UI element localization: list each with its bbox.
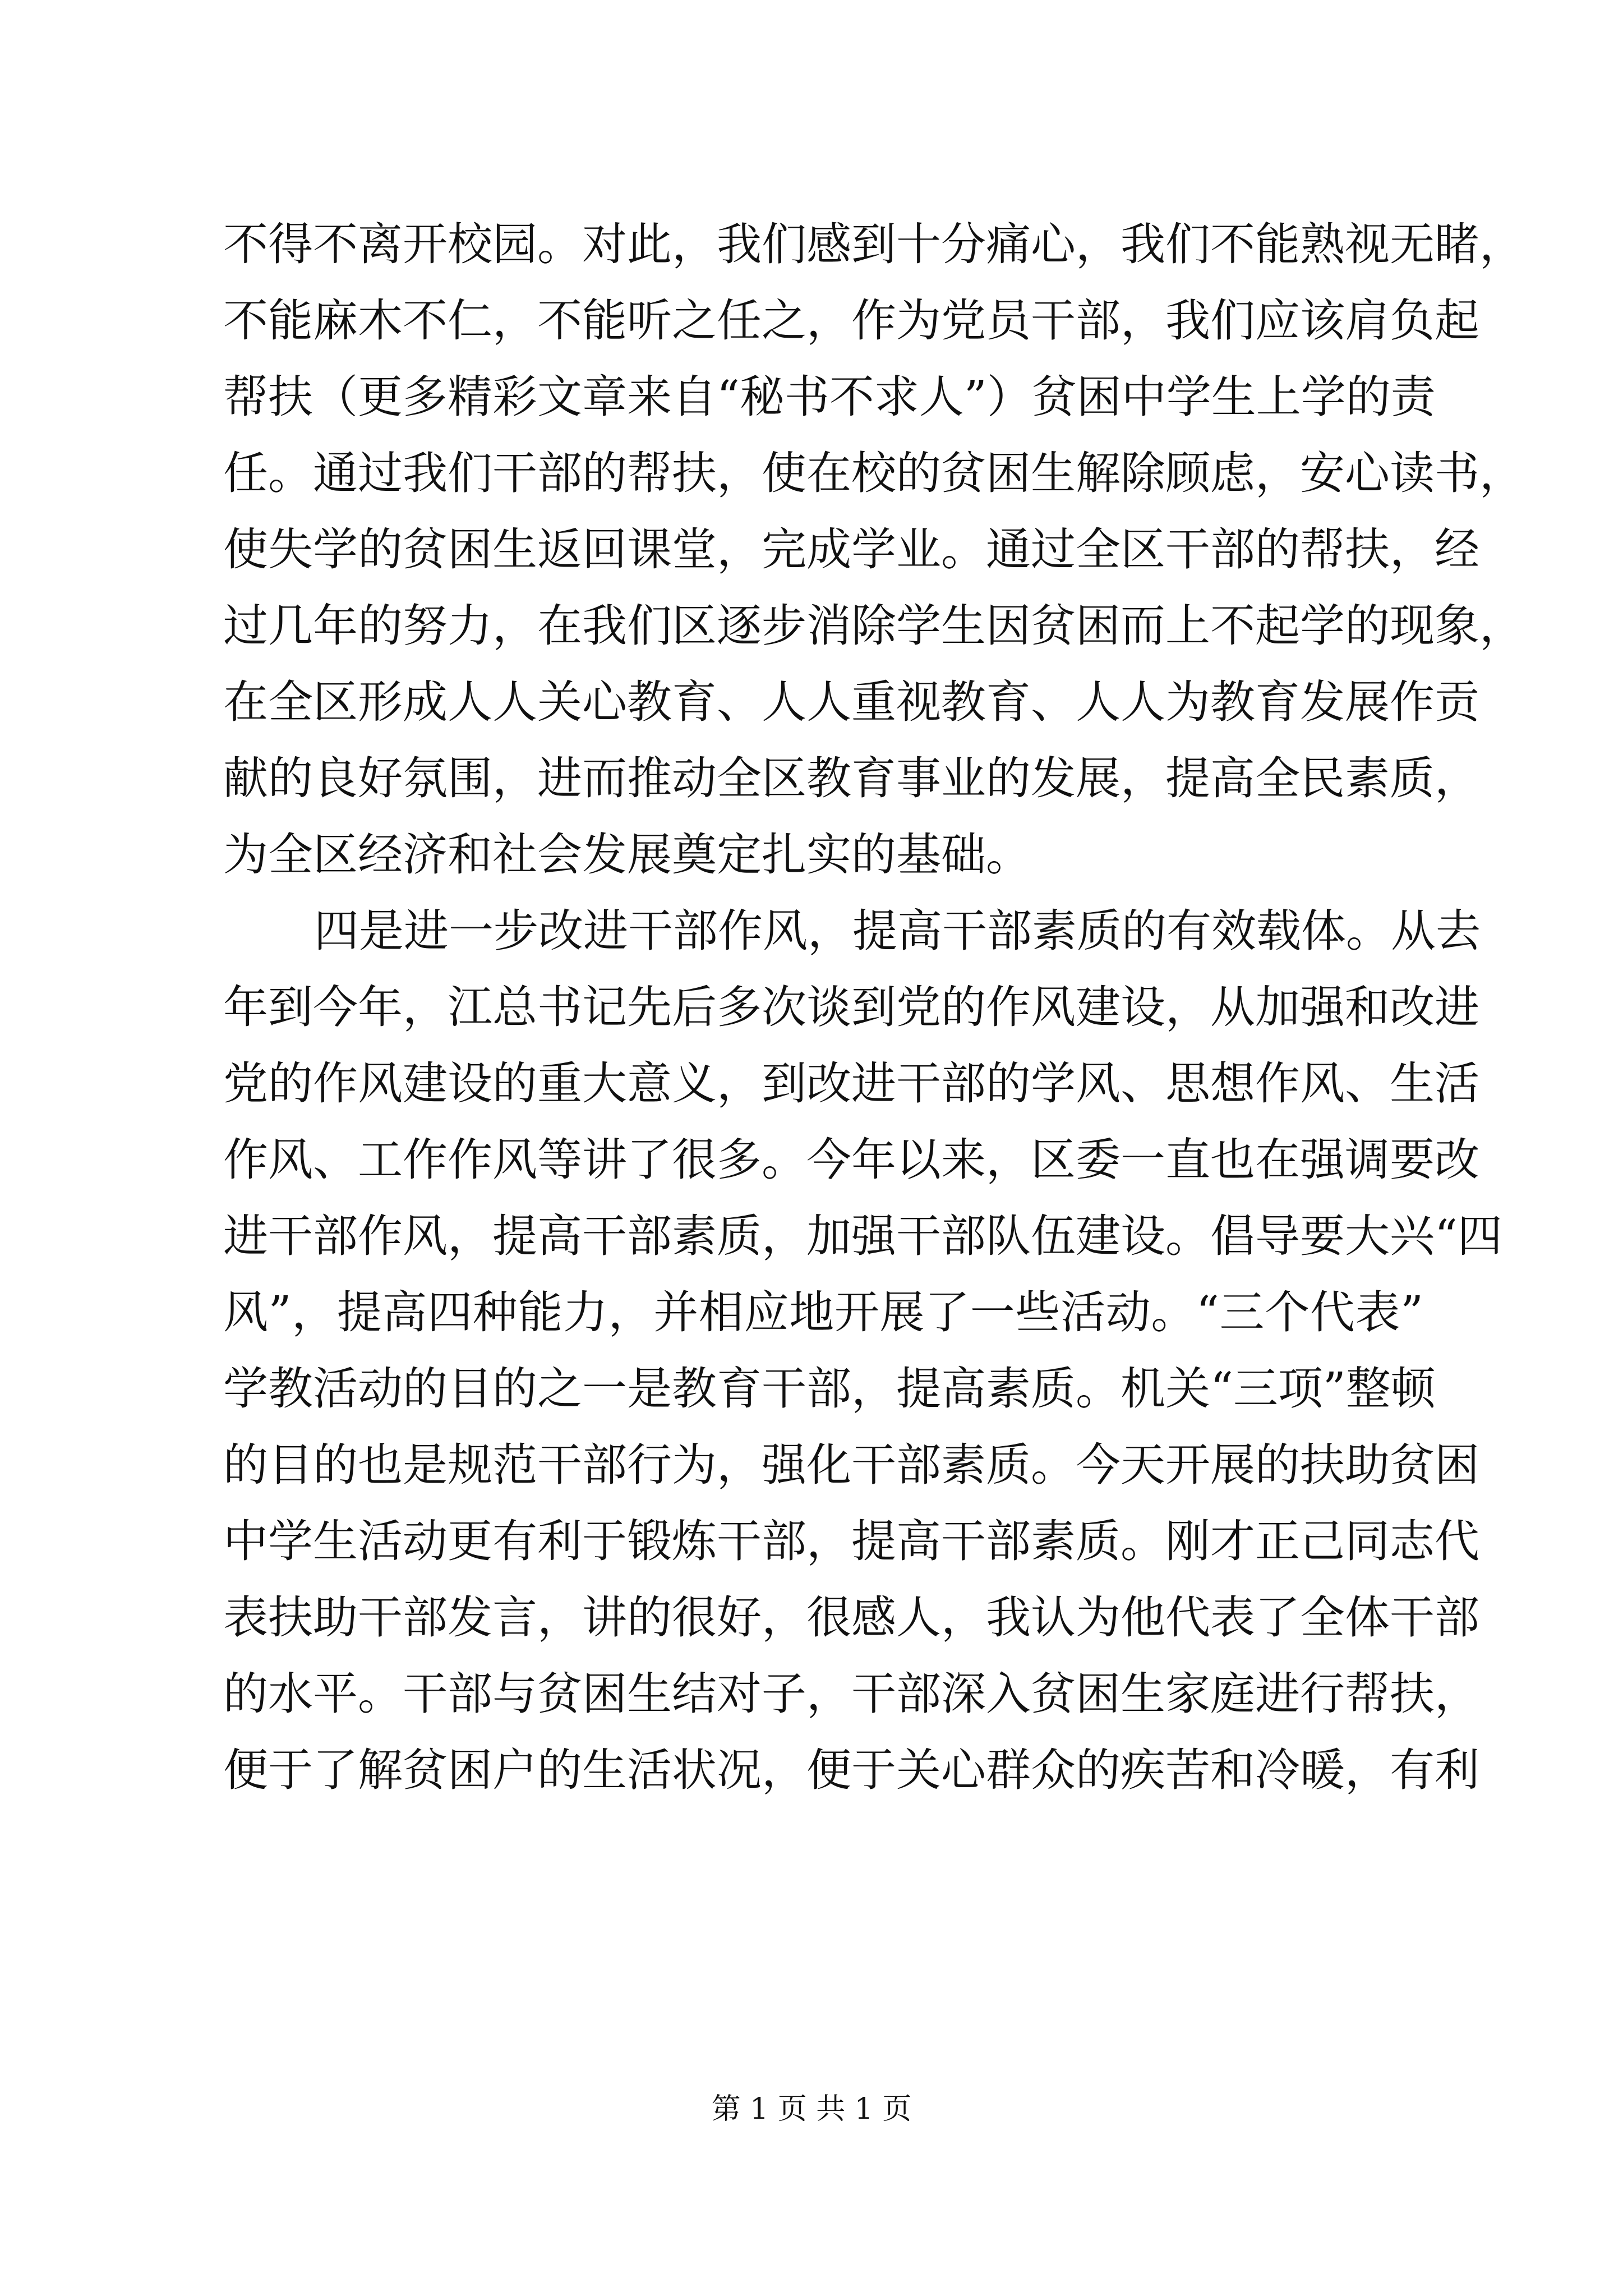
document-body — [223, 206, 1524, 1809]
text-line: 任。通过我们干部的帮扶，使在校的贫困生解除顾虑，安心读书， — [223, 447, 1524, 499]
text-line: 不得不离开校园。对此，我们感到十分痛心，我们不能熟视无睹， — [223, 218, 1524, 270]
text-line: 过几年的努力，在我们区逐步消除学生因贫困而上不起学的现象， — [223, 600, 1524, 652]
text-line: 进干部作风，提高干部素质，加强干部队伍建设。倡导要大兴“四 — [223, 1210, 1502, 1262]
text-line: 不能麻木不仁，不能听之任之，作为党员干部，我们应该肩负起 — [223, 295, 1479, 347]
text-line: 风”，提高四种能力，并相应地开展了一些活动。“三个代表” — [223, 1286, 1423, 1338]
text-line: 使失学的贫困生返回课堂，完成学业。通过全区干部的帮扶，经 — [223, 523, 1479, 576]
text-line: 年到今年，江总书记先后多次谈到党的作风建设，从加强和改进 — [223, 981, 1479, 1033]
text-line: 的目的也是规范干部行为，强化干部素质。今天开展的扶助贫困 — [223, 1439, 1479, 1491]
text-line: 四是进一步改进干部作风，提高干部素质的有效载体。从去 — [314, 905, 1481, 957]
text-line: 献的良好氛围，进而推动全区教育事业的发展，提高全民素质， — [223, 752, 1479, 804]
text-line: 学教活动的目的之一是教育干部，提高素质。机关“三项”整顿 — [223, 1363, 1436, 1415]
text-line: 的水平。干部与贫困生结对子，干部深入贫困生家庭进行帮扶， — [223, 1668, 1479, 1720]
text-line: 作风、工作作风等讲了很多。今年以来，区委一直也在强调要改 — [223, 1134, 1479, 1186]
text-line: 表扶助干部发言，讲的很好，很感人，我认为他代表了全体干部 — [223, 1591, 1479, 1644]
paragraph-1 — [223, 206, 1524, 893]
page-number-label: 第 1 页 共 1 页 — [711, 2092, 912, 2126]
text-line: 帮扶（更多精彩文章来自“秘书不求人”）贫困中学生上学的责 — [223, 371, 1436, 423]
paragraph-2 — [223, 893, 1502, 1809]
text-line: 便于了解贫困户的生活状况，便于关心群众的疾苦和冷暖，有利 — [223, 1744, 1479, 1796]
text-line: 中学生活动更有利于锻炼干部，提高干部素质。刚才正己同志代 — [223, 1515, 1479, 1567]
page-footer — [0, 2087, 1623, 2132]
text-line: 在全区形成人人关心教育、人人重视教育、人人为教育发展作贡 — [223, 676, 1479, 728]
text-line: 为全区经济和社会发展奠定扎实的基础。 — [223, 829, 1031, 881]
text-line: 党的作风建设的重大意义，到改进干部的学风、思想作风、生活 — [223, 1057, 1479, 1110]
